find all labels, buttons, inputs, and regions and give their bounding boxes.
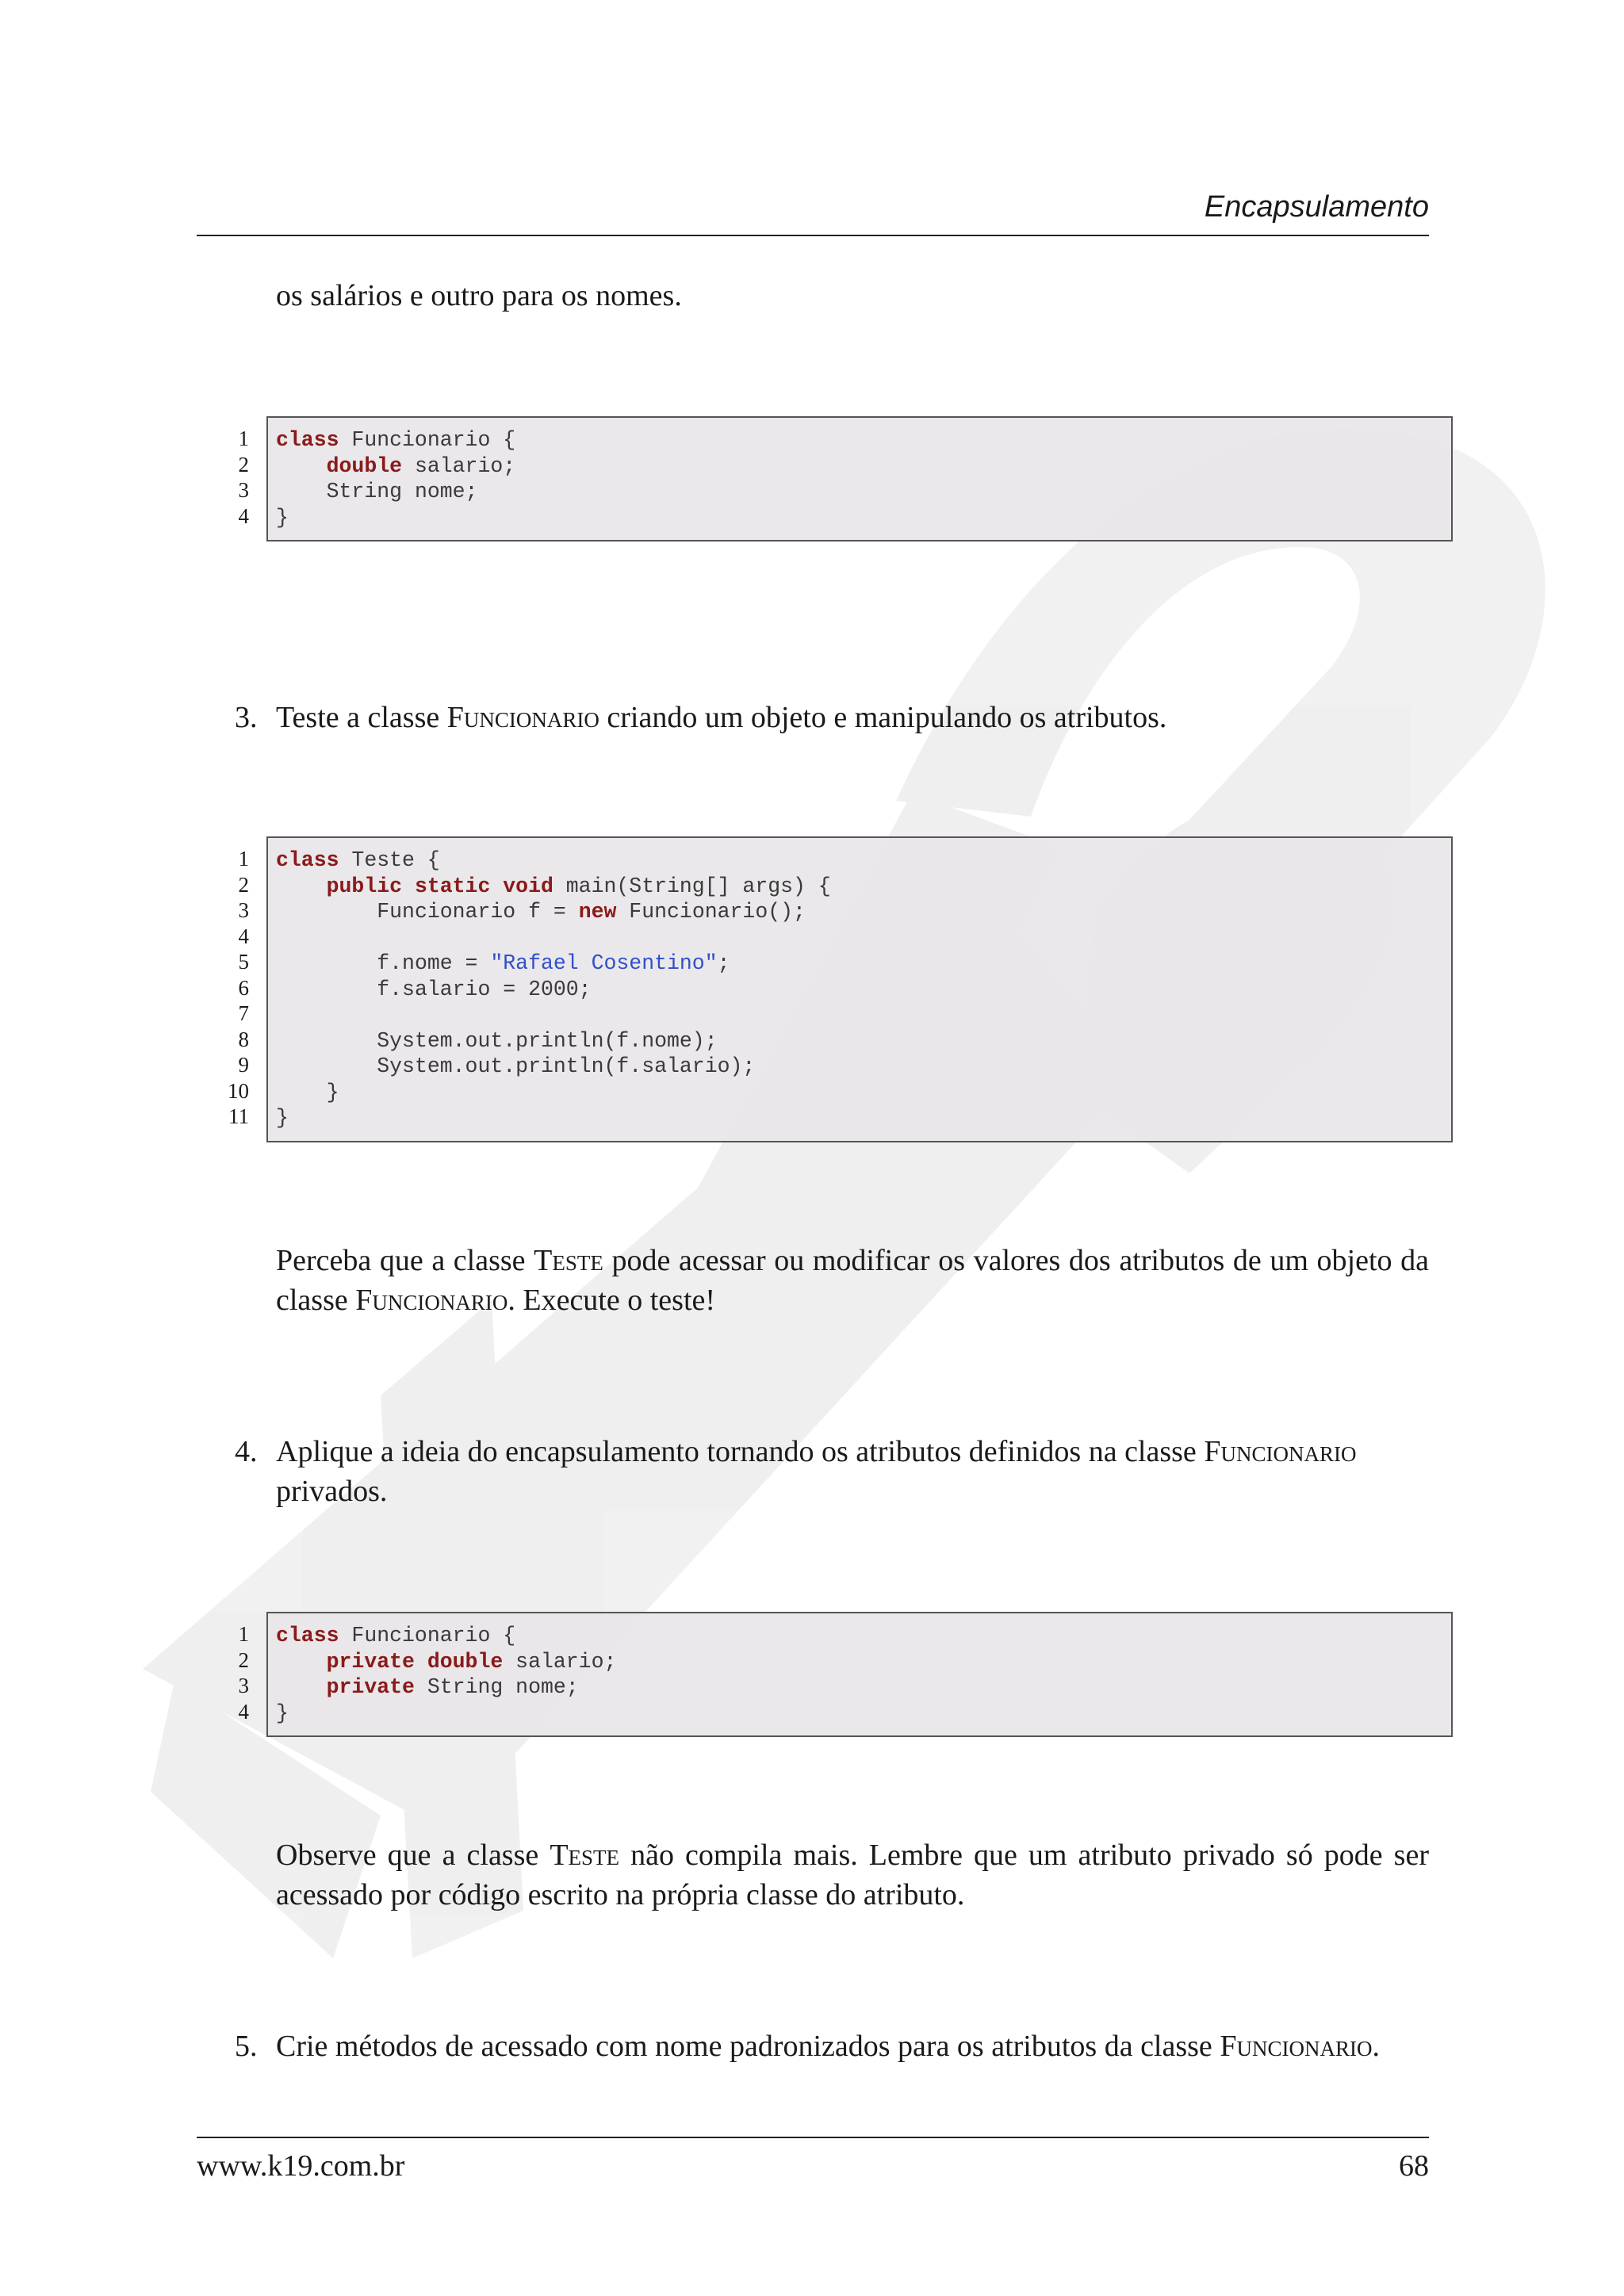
paragraph-perceba: Perceba que a classe Teste pode acessar ou modificar os valores dos atributos de um objeto da classe Funcionario. Execute o teste! (276, 1244, 1430, 1317)
paragraph-observe: Observe que a classe Teste não compila mais. Lembre que um atributo privado só pode ser acessado por código escrito na própria classe do atributo. (276, 1839, 1429, 1911)
item-text: Crie métodos de acessado com nome padronizados para os atributos da classe Funcionario. (276, 2030, 1380, 2063)
item-text: Teste a classe Funcionario criando um objeto e manipulando os atributos. (276, 701, 1167, 734)
line-numbers: 1 2 3 4 (238, 1622, 249, 1724)
code-box: class Funcionario { private double salario; private String nome; } (266, 1612, 1453, 1737)
item-text: Aplique a ideia do encapsulamento tornando os atributos definidos na classe Funcionario privados. (276, 1435, 1357, 1508)
item-number: 4. (235, 1435, 258, 1468)
item-number: 3. (235, 701, 258, 734)
line-numbers: 1 2 3 4 5 6 7 8 9 10 11 (228, 847, 249, 1128)
footer-rule (197, 2137, 1429, 2138)
code-box: class Funcionario { double salario; String nome; } (266, 416, 1453, 541)
item-number: 5. (235, 2030, 258, 2063)
page-number: 68 (1399, 2149, 1429, 2183)
header-rule (197, 235, 1429, 236)
chapter-header-title: Encapsulamento (1204, 190, 1429, 224)
footer-url: www.k19.com.br (197, 2149, 405, 2183)
line-numbers: 1 2 3 4 (238, 427, 249, 528)
intro-text: os salários e outro para os nomes. (276, 279, 682, 312)
code-box: class Teste { public static void main(String[] args) { Funcionario f = new Funcionario(); f.nome = "Rafael Cosentino"; f.salario = 2000; System.out.println(f.nome); System.out.println(f.salario); } } (266, 836, 1453, 1142)
